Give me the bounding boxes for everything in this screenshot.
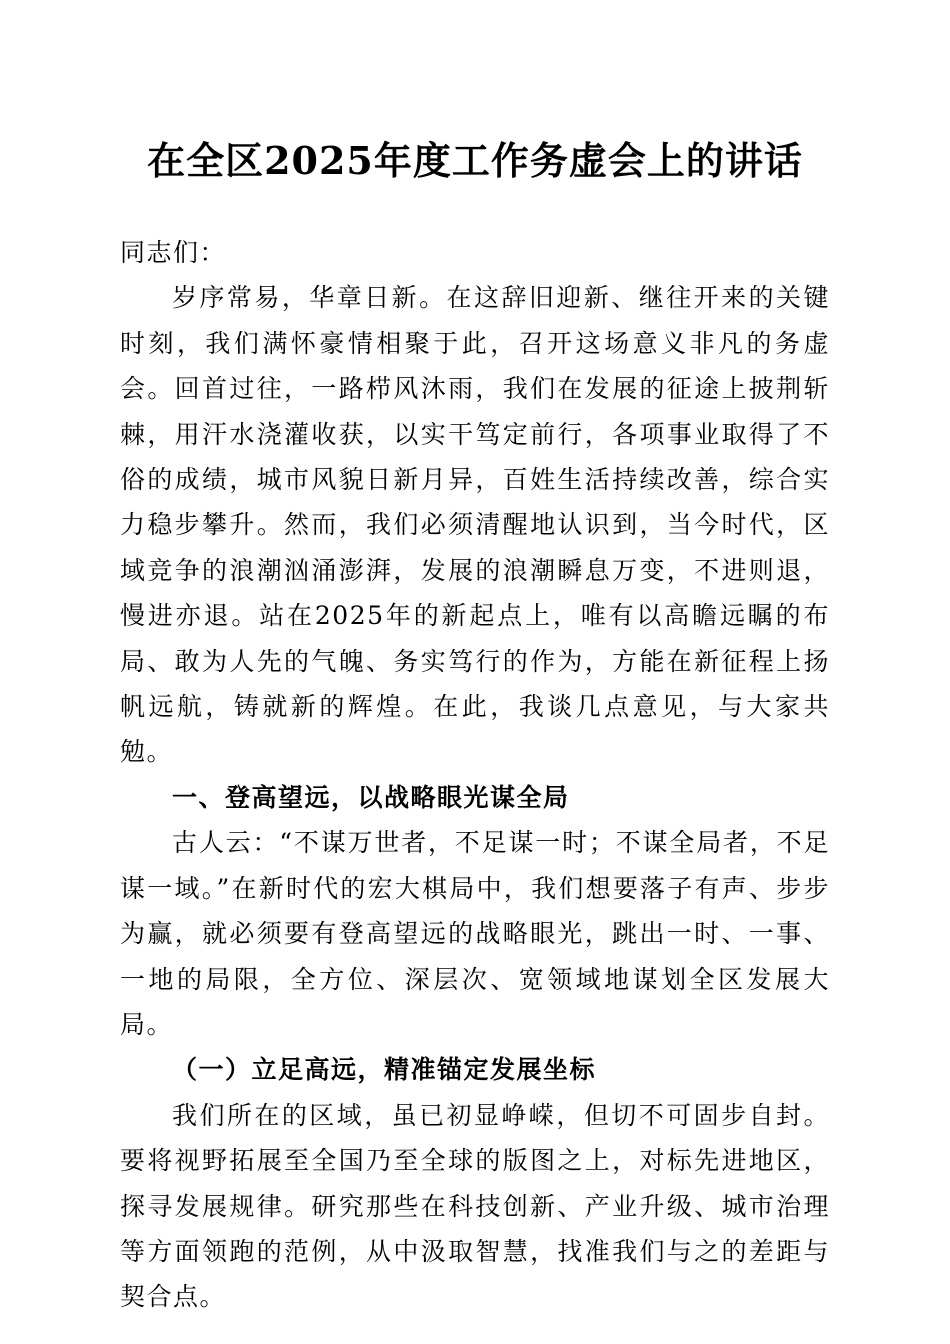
intro-paragraph: 岁序常易，华章日新。在这辞旧迎新、继往开来的关键时刻，我们满怀豪情相聚于此，召开这场意义非凡的务虚会。回首过往，一路栉风沐雨，我们在发展的征途上披荆斩棘，用汗水浇灌收获，以实干笃定前行，各项事业取得了不俗的成绩，城市风貌日新月异，百姓生活持续改善，综合实力稳步攀升。然而，我们必须清醒地认识到，当今时代，区域竞争的浪潮汹涌澎湃，发展的浪潮瞬息万变，不进则退，慢进亦退。站在2025年的新起点上，唯有以高瞻远瞩的布局、敢为人先的气魄、务实笃行的作为，方能在新征程上扬帆远航，铸就新的辉煌。在此，我谈几点意见，与大家共勉。 <box>120 283 830 767</box>
document-body <box>120 230 830 1320</box>
subsection-paragraph: 我们所在的区域，虽已初显峥嵘，但切不可固步自封。要将视野拓展至全国乃至全球的版图之上，对标先进地区，探寻发展规律。研究那些在科技创新、产业升级、城市治理等方面领跑的范例，从中汲取智慧，找准我们与之的差距与契合点。 <box>120 1100 830 1312</box>
document-title: 在全区2025年度工作务虚会上的讲话 <box>147 138 803 183</box>
section-paragraph: 古人云：“不谋万世者，不足谋一时；不谋全局者，不足谋一域。”在新时代的宏大棋局中，我们想要落子有声、步步为赢，就必须要有登高望远的战略眼光，跳出一时、一事、一地的局限，全方位、深层次、宽领域地谋划全区发展大局。 <box>120 828 830 1039</box>
salutation: 同志们： <box>120 238 227 267</box>
section-heading: 一、登高望远，以战略眼光谋全局 <box>172 782 570 812</box>
subsection-heading: （一）立足高远，精准锚定发展坐标 <box>172 1055 597 1085</box>
